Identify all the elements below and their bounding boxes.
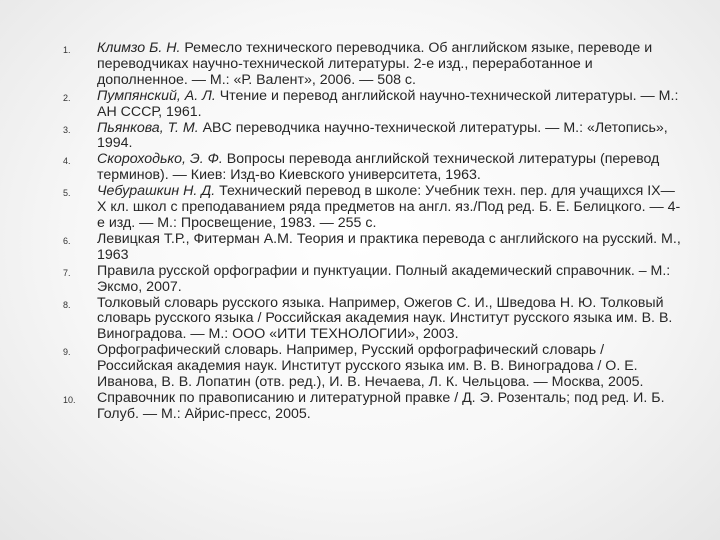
- item-body: Левицкая Т.Р., Фитерман А.М. Теория и практика перевода с английского на русский. М., 1963: [97, 230, 681, 263]
- list-item: [0, 264, 720, 296]
- item-author: Чебурашкин Н. Д.: [97, 183, 216, 200]
- item-body: Толковый словарь русского языка. Например, Ожегов С. И., Шведова Н. Ю. Толковый словарь русского языка / Российская академия наук. Институт русского языка им. В. В. Виноградова. — М.: ООО «ИТИ ТЕХНОЛОГИИ», 2003.: [97, 294, 673, 343]
- item-author: Климзо Б. Н.: [97, 40, 181, 56]
- item-body: Технический перевод в школе: Учебник техн. пер. для учащихся IX—X кл. школ с преподаванием ряда предметов на англ. яз./Под ред. Б. Е. Белицкого. — 4-е изд. — М.: Просвещение, 1983. — 255 с.: [97, 183, 681, 231]
- item-body: Чтение и перевод английской научно-технической литературы. — М.: АН СССР, 1961.: [97, 87, 679, 120]
- item-body: Орфографический словарь. Например, Русский орфографический словарь / Российская академия наук. Институт русского языка им. В. В. Виноградова / О. Е. Иванова, В. В. Лопатин (отв. ред.), И. В. Нечаева, Л. К. Чельцова. — Москва, 2005.: [97, 342, 644, 391]
- item-number: 7.: [63, 267, 71, 278]
- reference-list: [0, 41, 720, 423]
- item-text: [97, 184, 682, 232]
- item-number: 10.: [63, 394, 76, 405]
- list-item: [0, 296, 720, 344]
- item-author: Скороходько, Э. Ф.: [97, 151, 223, 168]
- list-item: [0, 152, 720, 184]
- item-number: 8.: [63, 299, 71, 310]
- item-body: Ремесло технического переводчика. Об английском языке, переводе и переводчиках научно-технической литературы. 2-е изд., переработанное и дополненное. — М.: «Р. Валент», 2006. — 508 с.: [97, 40, 653, 88]
- item-number: 3.: [63, 124, 71, 135]
- item-text: [97, 41, 682, 89]
- item-body: Справочник по правописанию и литературной правке / Д. Э. Розенталь; под ред. И. Б. Голуб. — М.: Айрис-пресс, 2005.: [97, 389, 665, 422]
- item-text: [97, 391, 682, 423]
- item-text: [97, 264, 682, 296]
- item-text: [97, 232, 682, 264]
- list-item: [0, 232, 720, 264]
- list-item: [0, 89, 720, 121]
- item-number: 5.: [63, 188, 71, 199]
- item-body: Правила русской орфографии и пунктуации. Полный академический справочник. – М.: Эксмо, 2007.: [97, 262, 671, 295]
- item-text: [97, 296, 682, 344]
- item-number: 6.: [63, 235, 71, 246]
- item-author: Пумпянский, А. Л.: [97, 87, 216, 104]
- item-body: Вопросы перевода английской технической литературы (перевод терминов). — Киев: Изд-во Киевского университета, 1963.: [97, 151, 660, 184]
- item-text: [97, 343, 682, 391]
- item-number: 1.: [63, 45, 71, 55]
- item-body: ABC переводчика научно-технической литературы. — М.: «Летопись», 1994.: [97, 119, 668, 152]
- list-item: [0, 121, 720, 153]
- list-item: [0, 41, 720, 89]
- item-number: 2.: [63, 92, 71, 103]
- list-item: [0, 184, 720, 232]
- item-number: 4.: [63, 156, 71, 167]
- item-text: [97, 121, 682, 153]
- list-item: [0, 343, 720, 391]
- item-author: Пьянкова, Т. М.: [97, 119, 199, 136]
- item-text: [97, 152, 682, 184]
- list-item: [0, 391, 720, 423]
- item-text: [97, 89, 682, 121]
- item-number: 9.: [63, 347, 71, 358]
